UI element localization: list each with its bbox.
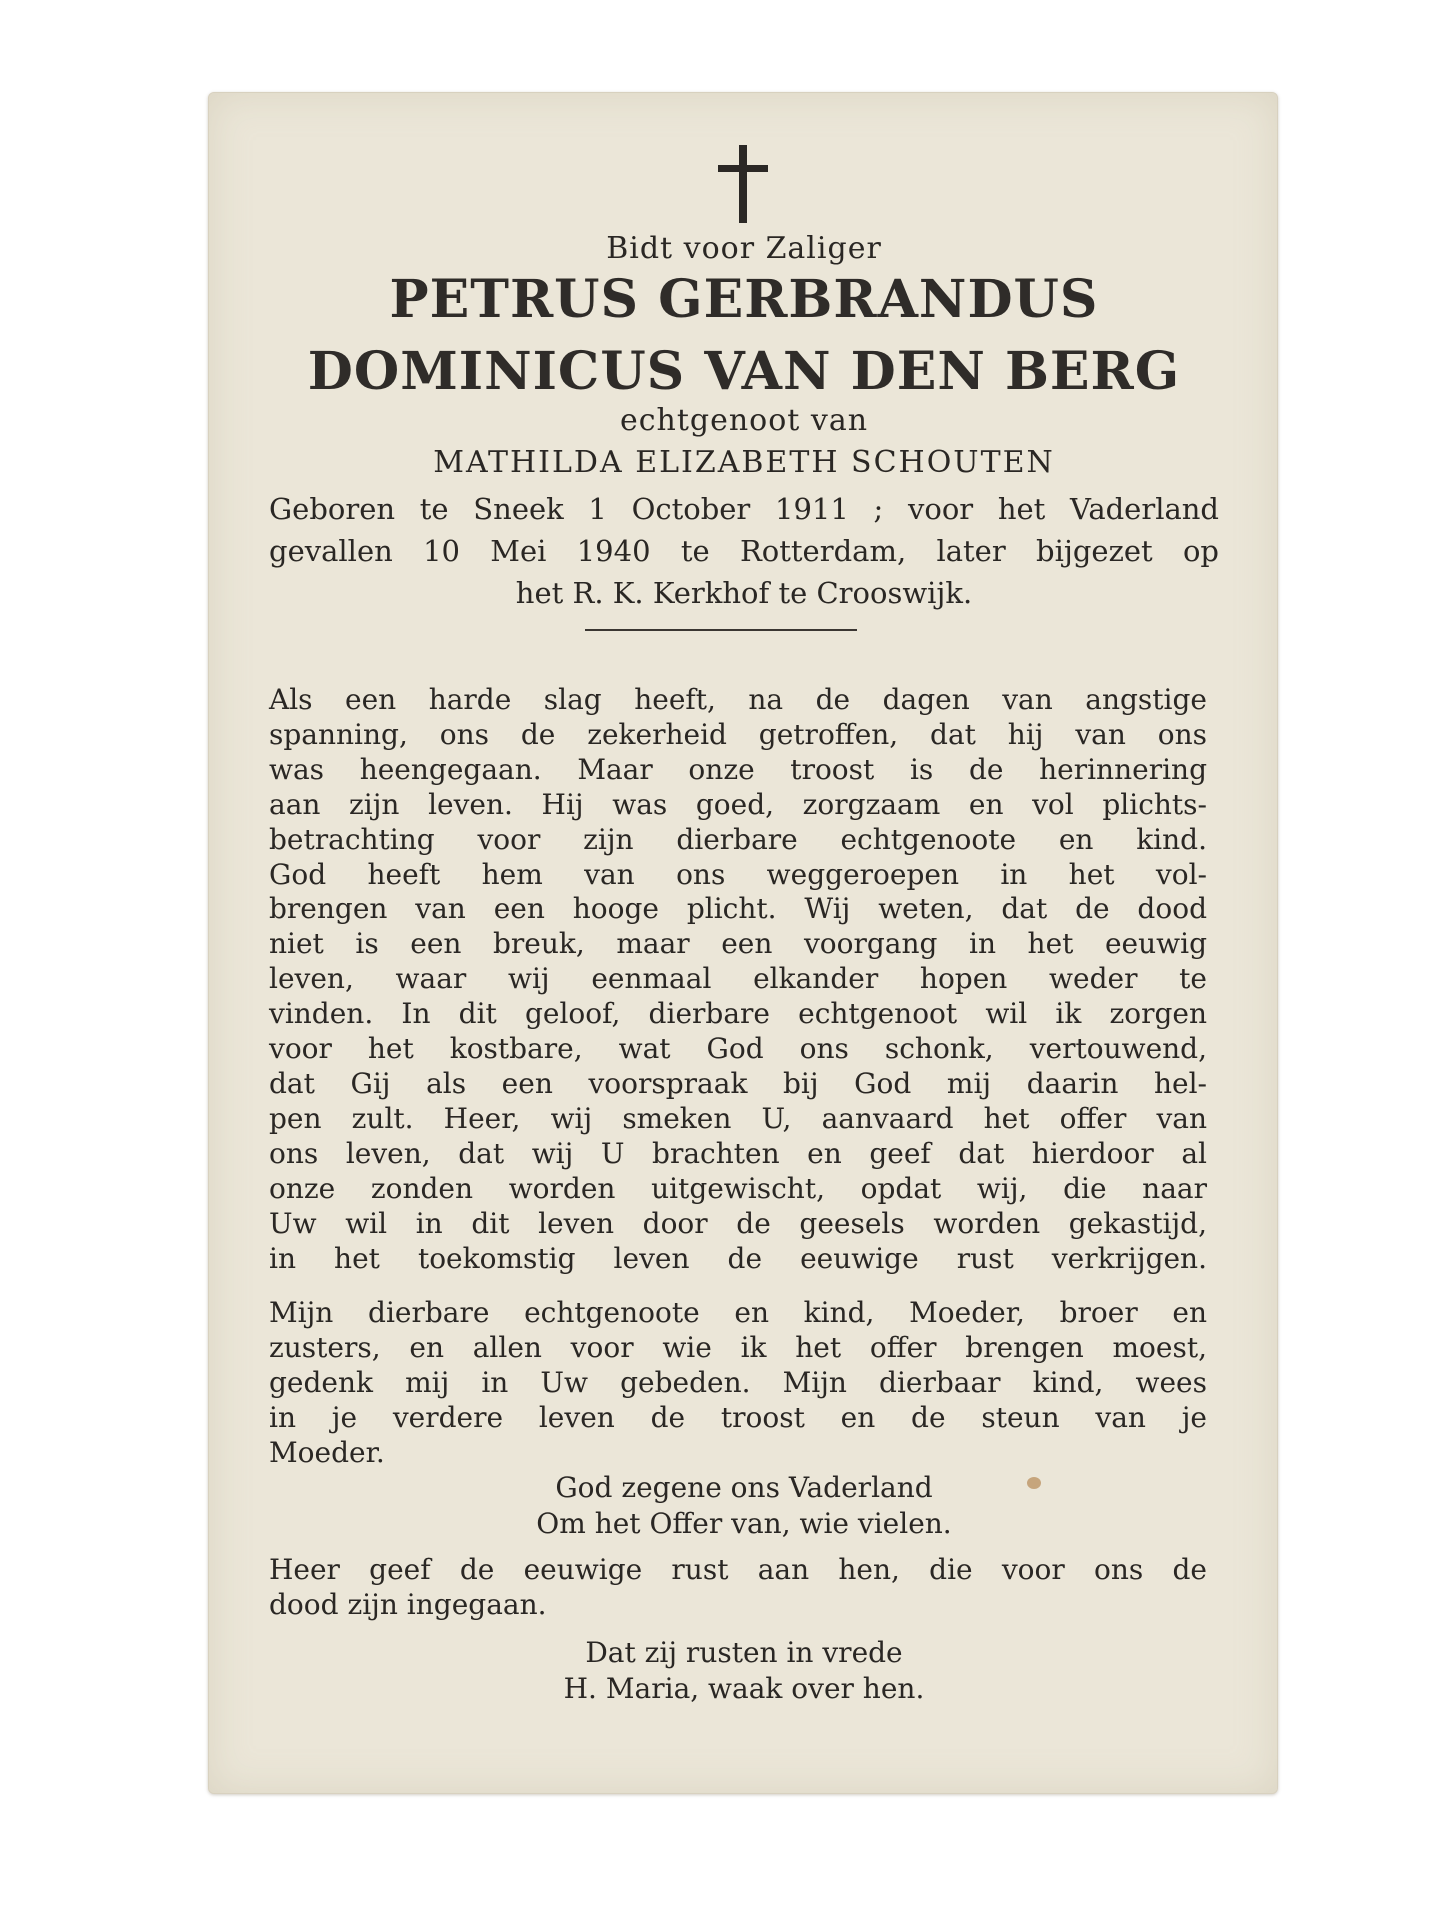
prayer-heading: Bidt voor Zaliger [606, 231, 882, 266]
text-line: niet is een breuk, maar een voorgang in het eeuwig [269, 927, 1207, 961]
cross-icon [718, 145, 768, 223]
text-line: aan zijn leven. Hij was goed, zorgzaam en vol plichts- [269, 787, 1207, 821]
spouse-intro: echtgenoot van [619, 403, 869, 438]
text-line: onze zonden worden uitgewischt, opdat wij, die naar [269, 1171, 1207, 1205]
text-line: gedenk mij in Uw gebeden. Mijn dierbaar kind, wees [269, 1365, 1207, 1399]
biography [269, 488, 1219, 614]
stain-spot [1027, 1477, 1041, 1489]
text-line: Heer geef de eeuwige rust aan hen, die voor ons de [269, 1553, 1207, 1586]
divider [585, 629, 857, 631]
text-line: zusters, en allen voor wie ik het offer brengen moest, [269, 1330, 1207, 1364]
text-line: voor het kostbare, wat God ons schonk, vertouwend, [269, 1032, 1207, 1066]
deceased-name-line-1: PETRUS GERBRANDUS [389, 269, 1099, 330]
motto [269, 1470, 1219, 1542]
bio-line: het R. K. Kerkhof te Crooswijk. [515, 576, 973, 610]
closing-line: Dat zij rusten in vrede [585, 1636, 903, 1669]
deceased-name-line-2: DOMINICUS VAN DEN BERG [307, 341, 1181, 402]
text-line: Als een harde slag heeft, na de dagen van angstige [269, 683, 1207, 716]
text-line: Uw wil in dit leven door de geesels worden gekastijd, [269, 1206, 1207, 1240]
motto-line: Om het Offer van, wie vielen. [536, 1507, 952, 1540]
text-line: leven, waar wij eenmaal elkander hopen weder te [269, 962, 1207, 996]
text-line: Moeder. [269, 1435, 385, 1469]
text-line: vinden. In dit geloof, dierbare echtgenoot wil ik zorgen [269, 997, 1207, 1031]
text-line: betrachting voor zijn dierbare echtgenoote en kind. [269, 822, 1207, 856]
motto-line: God zegene ons Vaderland [555, 1471, 933, 1504]
text-line: in je verdere leven de troost en de steun van je [269, 1400, 1207, 1434]
text-line: dat Gij als een voorspraak bij God mij daarin hel- [269, 1066, 1207, 1100]
text-line: ons leven, dat wij U brachten en geef dat hierdoor al [269, 1136, 1207, 1170]
closing-line: H. Maria, waak over hen. [563, 1672, 925, 1705]
closing-prayer [269, 1635, 1219, 1707]
memorial-card [208, 92, 1278, 1794]
text-line: was heengegaan. Maar onze troost is de herinnering [269, 752, 1207, 786]
spouse-name: MATHILDA ELIZABETH SCHOUTEN [433, 445, 1055, 480]
paragraph-3 [269, 1553, 1207, 1623]
text-line: spanning, ons de zekerheid getroffen, dat hij van ons [269, 717, 1207, 751]
text-line: pen zult. Heer, wij smeken U, aanvaard het offer van [269, 1101, 1207, 1135]
text-line: God heeft hem van ons weggeroepen in het vol- [269, 857, 1207, 891]
paragraph-1 [269, 683, 1207, 1276]
text-line: dood zijn ingegaan. [269, 1587, 547, 1621]
paragraph-2 [269, 1296, 1207, 1471]
text-line: in het toekomstig leven de eeuwige rust verkrijgen. [269, 1241, 1207, 1275]
bio-line: Geboren te Sneek 1 October 1911 ; voor het Vaderland [269, 492, 1219, 526]
text-line: brengen van een hooge plicht. Wij weten, dat de dood [269, 892, 1207, 926]
bio-line: gevallen 10 Mei 1940 te Rotterdam, later bijgezet op [269, 534, 1219, 568]
text-line: Mijn dierbare echtgenoote en kind, Moeder, broer en [269, 1296, 1207, 1329]
